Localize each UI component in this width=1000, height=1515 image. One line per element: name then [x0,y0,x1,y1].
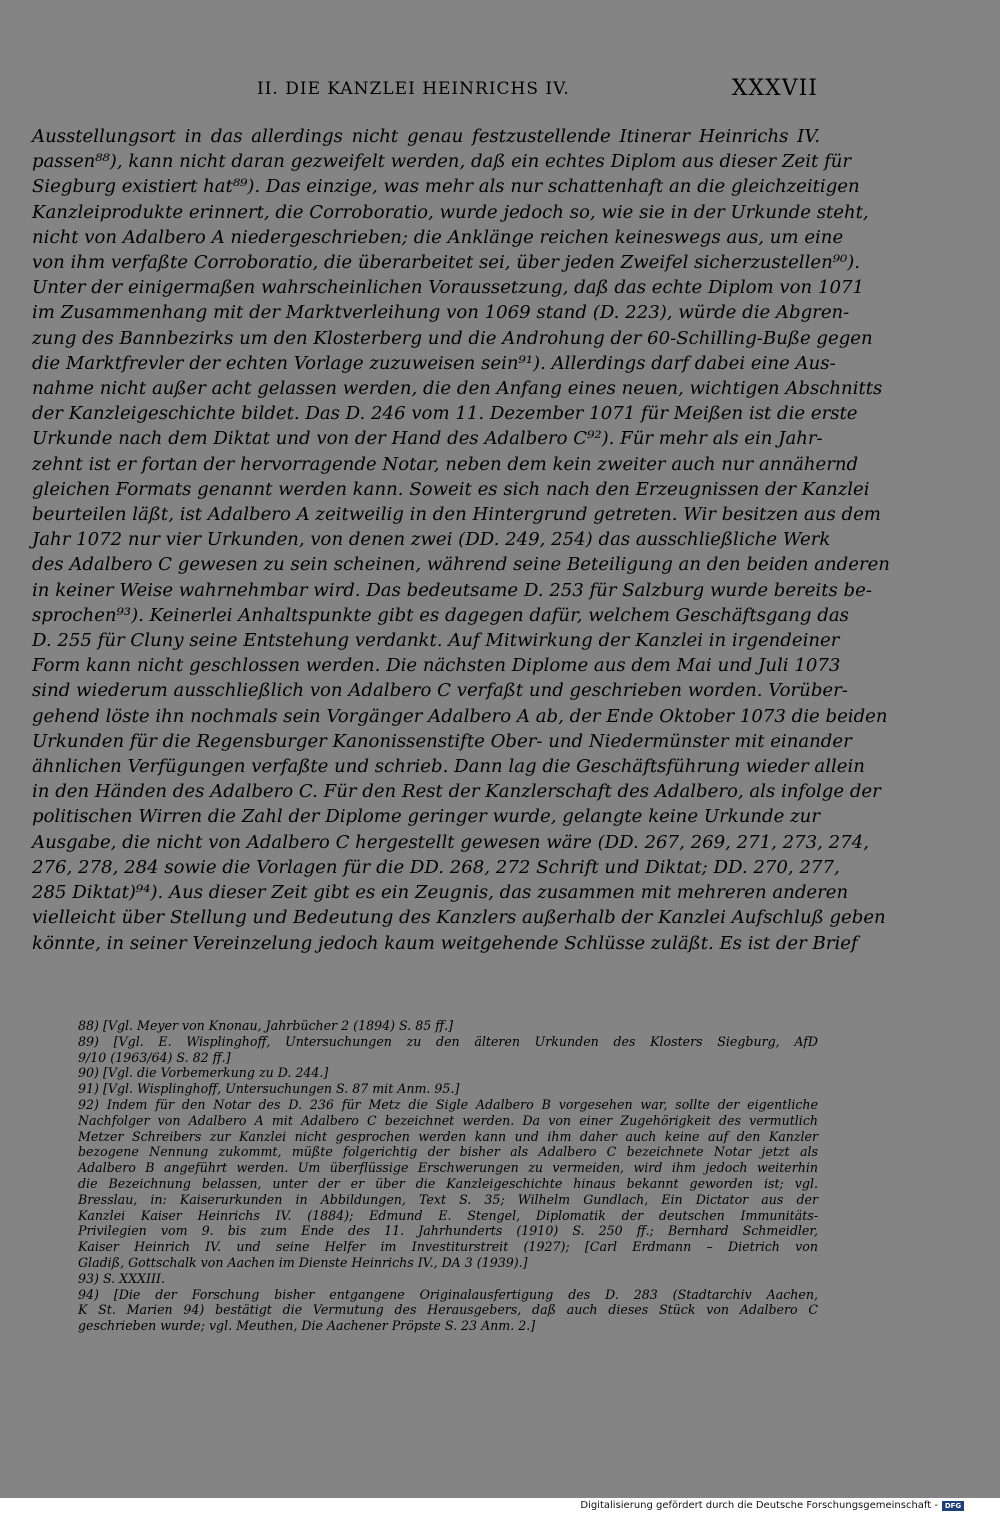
text-line: politischen Wirren die Zahl der Diplome geringer wurde, gelangte keine Urkunde zur [32,806,820,828]
text-line: im Zusammenhang mit der Marktverleihung von 1069 stand (D. 223), würde die Abgren- [32,302,850,324]
text-line: Urkunden für die Regensburger Kanonissenstifte Ober- und Niedermünster mit einander [32,730,852,752]
footnote-line: 94) [Die der Forschung bisher entgangene Originalausfertigung des D. 283 (Stadtarchiv Aachen, [78,1286,818,1302]
footnote-line: Kaiser Heinrich IV. und seine Helfer im Investiturstreit (1927); [Carl Erdmann – Dietrich von [78,1239,818,1255]
footnote-line: 88) [Vgl. Meyer von Knonau, Jahrbücher 2 (1894) S. 85 ff.] [78,1018,454,1033]
credit-text: Digitalisierung gefördert durch die Deutsche Forschungsgemeinschaft - [580,1500,938,1511]
footnote-line: 92) Indem für den Notar des D. 236 für Metz die Sigle Adalbero B vorgesehen war, sollte der eigentliche [78,1096,818,1112]
footnote-line: Metzer Schreibers zur Kanzlei nicht gesprochen werden kann und ihm daher auch keine auf den Kanzler [78,1128,818,1144]
text-line: Ausstellungsort in das allerdings nicht genau festzustellende Itinerar Heinrichs IV. [32,126,820,147]
text-line: des Adalbero C gewesen zu sein scheinen, während seine Beteiligung an den beiden anderen [32,554,890,576]
footnote-line: K St. Marien 94) bestätigt die Vermutung des Herausgebers, daß auch dieses Stück von Adalbero C [78,1302,818,1318]
text-line: D. 255 für Cluny seine Entstehung verdankt. Auf Mitwirkung der Kanzlei in irgendeiner [32,630,840,652]
text-line: Siegburg existiert hat⁸⁹). Das einzige, was mehr als nur schattenhaft an die gleichzeitigen [32,176,860,198]
running-header [32,76,818,106]
text-line: Unter der einigermaßen wahrscheinlichen Voraussetzung, daß das echte Diplom von 1071 [32,277,864,299]
text-line: sprochen⁹³). Keinerlei Anhaltspunkte gibt es dagegen dafür, welchem Geschäftsgang das [32,604,849,626]
text-line: Urkunde nach dem Diktat und von der Hand des Adalbero C⁹²). Für mehr als ein Jahr- [32,428,823,450]
text-line: passen⁸⁸), kann nicht daran gezweifelt werden, daß ein echtes Diplom aus dieser Zeit für [32,151,852,173]
dfg-logo-icon: DFG [942,1501,964,1511]
footnote-line: 90) [Vgl. die Vorbemerkung zu D. 244.] [78,1065,329,1081]
text-line: zung des Bannbezirks um den Klosterberg und die Androhung der 60-Schilling-Buße gegen [32,327,873,349]
text-line: Ausgabe, die nicht von Adalbero C hergestellt gewesen wäre (DD. 267, 269, 271, 273, 274, [32,831,869,853]
text-line: in den Händen des Adalbero C. Für den Rest der Kanzlerschaft des Adalbero, als infolge der [32,781,881,803]
chapter-title: II. DIE KANZLEI HEINRICHS IV. [257,79,570,99]
text-line: 276, 278, 284 sowie die Vorlagen für die DD. 268, 272 Schrift und Diktat; DD. 270, 277, [32,856,840,878]
footnote-line: die Bezeichnung belassen, unter der er über die Kanzleigeschichte hinaus bekannt geworden ist; vgl. [78,1175,818,1191]
page-number: XXXVII [731,76,818,101]
text-line: Form kann nicht geschlossen werden. Die nächsten Diplome aus dem Mai und Juli 1073 [32,655,841,677]
footnote-line: 93) S. XXXIII. [78,1270,165,1286]
text-line: in keiner Weise wahrnehmbar wird. Das bedeutsame D. 253 für Salzburg wurde bereits be- [32,579,872,601]
footnotes [78,1018,818,1334]
text-line: ähnlichen Verfügungen verfaßte und schrieb. Dann lag die Geschäftsführung wieder allein [32,756,865,778]
text-line: von ihm verfaßte Corroboratio, die überarbeitet sei, über jeden Zweifel sicherzustellen⁹⁰). [32,252,861,274]
text-line: gehend löste ihn nochmals sein Vorgänger Adalbero A ab, der Ende Oktober 1073 die beiden [32,705,888,727]
footnote-line: Gladiß, Gottschalk von Aachen im Dienste Heinrichs IV., DA 3 (1939).] [78,1254,528,1270]
text-line: Kanzleiprodukte erinnert, die Corroboratio, wurde jedoch so, wie sie in der Urkunde steht, [32,201,869,223]
text-line: nahme nicht außer acht gelassen werden, die den Anfang eines neuen, wichtigen Abschnitts [32,378,883,400]
footnote-line: bezogene Nennung zukommt, müßte folgerichtig der bisher als Adalbero C bezeichnete Notar jetzt als [78,1144,818,1160]
footnote-line: Adalbero B angeführt werden. Um überflüssige Erschwerungen zu vermeiden, wird ihm jedoch weiterhin [78,1160,818,1176]
digitization-credit [580,1500,964,1511]
footnote-line: Kanzlei Kaiser Heinrichs IV. (1884); Edmund E. Stengel, Diplomatik der deutschen Immunitäts- [78,1207,818,1223]
footnote-line: 89) [Vgl. E. Wisplinghoff, Untersuchungen zu den älteren Urkunden des Klosters Siegburg, AfD [78,1033,818,1049]
text-line: vielleicht über Stellung und Bedeutung des Kanzlers außerhalb der Kanzlei Aufschluß geben [32,907,886,929]
text-line: könnte, in seiner Vereinzelung jedoch kaum weitgehende Schlüsse zuläßt. Es ist der Brief [32,932,858,954]
footnote-line: geschrieben wurde; vgl. Meuthen, Die Aachener Pröpste S. 23 Anm. 2.] [78,1318,536,1334]
text-line: sind wiederum ausschließlich von Adalbero C verfaßt und geschrieben worden. Vorüber- [32,680,848,702]
footnote-line: 91) [Vgl. Wisplinghoff, Untersuchungen S. 87 mit Anm. 95.] [78,1081,460,1097]
text-line: 285 Diktat)⁹⁴). Aus dieser Zeit gibt es ein Zeugnis, das zusammen mit mehreren anderen [32,882,849,904]
text-line: nicht von Adalbero A niedergeschrieben; die Anklänge reichen keineswegs aus, um eine [32,226,844,248]
footnote-line: Nachfolger von Adalbero A mit Adalbero C bezeichnet werden. Da von einer Zugehörigkeit des vermutlich [78,1112,818,1128]
text-line: gleichen Formats genannt werden kann. Soweit es sich nach den Erzeugnissen der Kanzlei [32,478,870,500]
footnote-line: Bresslau, in: Kaiserurkunden in Abbildungen, Text S. 35; Wilhelm Gundlach, Ein Dictator aus der [78,1191,818,1207]
footnote-line: Privilegien vom 9. bis zum Ende des 11. Jahrhunderts (1910) S. 250 ff.; Bernhard Schmeidler, [78,1223,818,1239]
footnote-line: 9/10 (1963/64) S. 82 ff.] [78,1049,231,1065]
text-line: die Marktfrevler der echten Vorlage zuzuweisen sein⁹¹). Allerdings darf dabei eine Aus- [32,352,836,374]
main-text [32,124,890,956]
text-line: Jahr 1072 nur vier Urkunden, von denen zwei (DD. 249, 254) das ausschließliche Werk [32,529,831,551]
text-line: zehnt ist er fortan der hervorragende Notar, neben dem kein zweiter auch nur annähernd [32,453,859,475]
text-line: beurteilen läßt, ist Adalbero A zeitweilig in den Hintergrund getreten. Wir besitzen aus dem [32,504,881,526]
text-line: der Kanzleigeschichte bildet. Das D. 246 vom 11. Dezember 1071 für Meißen ist die erste [32,403,858,425]
